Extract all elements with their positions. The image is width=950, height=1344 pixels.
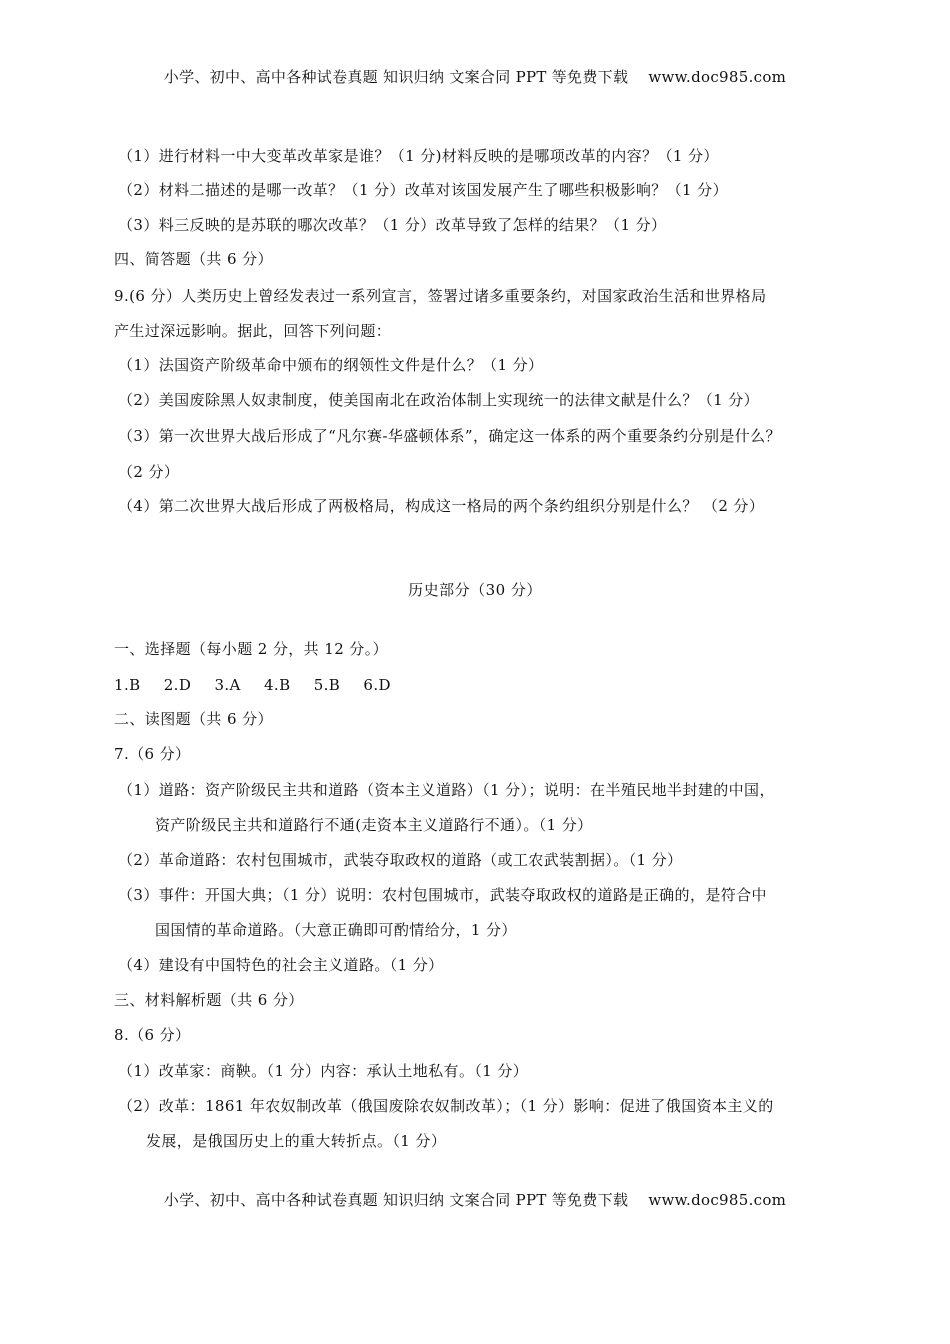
q7-title: 7.（6 分） [114, 745, 191, 763]
choice-answers [114, 675, 391, 695]
q9-part-4: （4）第二次世界大战后形成了两极格局，构成这一格局的两个条约组织分别是什么？ （2 分） [118, 497, 765, 515]
q8-answer-2-line-1: （2）改革：1861 年农奴制改革（俄国废除农奴制改革）；（1 分）影响：促进了俄国资本主义的 [118, 1097, 774, 1115]
q9-part-3-line-1: （3）第一次世界大战后形成了“凡尔赛-华盛顿体系”，确定这一体系的两个重要条约分别是什么？ [118, 427, 781, 445]
q7-answer-1-line-2: 资产阶级民主共和道路行不通(走资本主义道路行不通）。（1 分） [155, 816, 593, 834]
answers-s1-title: 一、选择题（每小题 2 分，共 12 分。） [114, 640, 389, 658]
answers-s2-title: 二、读图题（共 6 分） [114, 710, 273, 728]
choice-answer: 1.B [114, 676, 141, 694]
q9-part-3-line-2: （2 分） [118, 463, 180, 481]
choice-answer: 3.A [214, 676, 241, 694]
q8-answer-2-line-2: 发展，是俄国历史上的重大转折点。（1 分） [146, 1132, 447, 1150]
q9-part-2: （2）美国废除黑人奴隶制度，使美国南北在政治体制上实现统一的法律文献是什么？（1 分） [118, 391, 760, 409]
q7-answer-3-line-2: 国国情的革命道路。（大意正确即可酌情给分，1 分） [155, 921, 517, 939]
q8-answer-1: （1）改革家：商鞅。（1 分）内容：承认土地私有。（1 分） [118, 1062, 529, 1080]
answers-s3-title: 三、材料解析题（共 6 分） [114, 991, 304, 1009]
choice-answer: 2.D [163, 676, 192, 694]
q8-part-3: （3）料三反映的是苏联的哪次改革？（1 分）改革导致了怎样的结果？（1 分） [118, 216, 667, 234]
q7-answer-1-line-1: （1）道路：资产阶级民主共和道路（资本主义道路）（1 分）；说明：在半殖民地半封建的中国， [118, 781, 775, 799]
footer-text: 小学、初中、高中各种试卷真题 知识归纳 文案合同 PPT 等免费下载 [163, 1191, 629, 1209]
q8-part-1: （1）进行材料一中大变革改革家是谁？（1 分)材料反映的是哪项改革的内容？（1 分） [118, 147, 719, 165]
q8-part-2: （2）材料二描述的是哪一改革？（1 分）改革对该国发展产生了哪些积极影响？（1 分） [118, 181, 728, 199]
q9-part-1: （1）法国资产阶级革命中颁布的纲领性文件是什么？（1 分） [118, 356, 544, 374]
footer-url: www.doc985.com [648, 1191, 787, 1209]
page-header [0, 67, 950, 87]
section-4-title: 四、简答题（共 6 分） [114, 250, 273, 268]
header-text: 小学、初中、高中各种试卷真题 知识归纳 文案合同 PPT 等免费下载 [163, 68, 629, 86]
q9-intro-line-2: 产生过深远影响。据此，回答下列问题： [114, 322, 392, 340]
q7-answer-3-line-1: （3）事件：开国大典；（1 分）说明：农村包围城市，武装夺取政权的道路是正确的，是符合中 [118, 886, 767, 904]
choice-answer: 6.D [363, 676, 391, 694]
page-footer [0, 1190, 950, 1210]
q9-intro-line-1: 9.(6 分）人类历史上曾经发表过一系列宣言，签署过诸多重要条约，对国家政治生活和世界格局 [114, 287, 767, 305]
header-url: www.doc985.com [648, 68, 787, 86]
choice-answer: 5.B [313, 676, 341, 694]
answer-section-title: 历史部分（30 分） [408, 581, 542, 599]
choice-answer: 4.B [263, 676, 291, 694]
q8-answer-title: 8.（6 分） [114, 1026, 191, 1044]
q7-answer-2: （2）革命道路：农村包围城市，武装夺取政权的道路（或工农武装割据）。（1 分） [118, 851, 683, 869]
q7-answer-4: （4）建设有中国特色的社会主义道路。（1 分） [118, 956, 444, 974]
